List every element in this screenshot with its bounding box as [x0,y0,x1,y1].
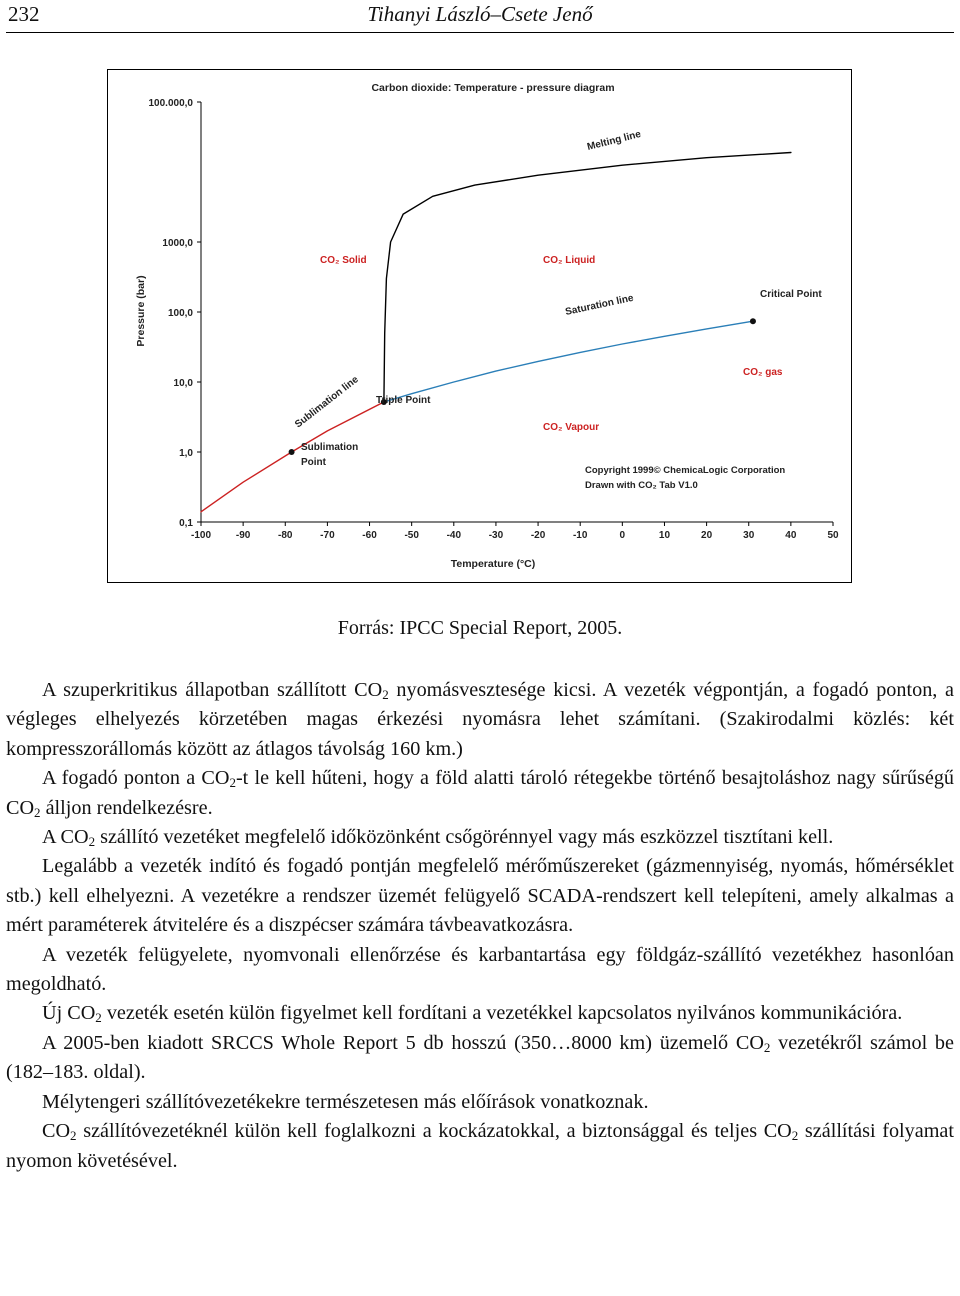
paragraph-3: A $CO_2$ szállító vezetéket megfelelő időközönként csőgörénnyel vagy más eszközzel tisztítani kell. [42,826,834,850]
copyright-line-1: Copyright 1999© ChemicaLogic Corporation [585,465,786,476]
x-tick-label: -20 [530,530,546,541]
copyright-line-2: Drawn with CO₂ Tab V1.0 [585,480,698,491]
x-tick-label: -30 [488,530,504,541]
paragraph-6: Új $CO_2$ vezeték esetén külön figyelmet kell fordítani a vezetékkel kapcsolatos nyilvános kommunikációra. [42,1002,903,1026]
phase-diagram-svg [108,70,851,582]
paragraph-4: Legalább a vezeték indító és fogadó pontján megfelelő mérőműszereket (gázmennyiség, nyomás, hőmérséklet stb.) kell elhelyezni. A vezetékre a rendszer üzemét felügyelő SCADA-rendszert kell telepíteni, amely alkalmas a mért paraméterek átvitelére és a diszpécser számára távbeavatkozásra. [6,855,954,937]
paragraph-7: A 2005-ben kiadott SRCCS Whole Report 5 db hosszú (350…8000 km) üzemelő $CO_2$ vezetékről számol be (182–183. oldal). [6,1031,954,1084]
sublimation-point-marker [289,449,295,455]
saturation-line-label: Saturation line [564,292,635,318]
chart-title: Carbon dioxide: Temperature - pressure diagram [371,82,615,94]
y-tick-label: 1000,0 [162,238,193,249]
x-tick-label: 20 [701,530,713,541]
y-axis-label: Pressure (bar) [135,275,147,347]
x-tick-label: 10 [658,530,671,541]
vapour-region-label: CO₂ Vapour [543,422,600,433]
x-axis-label: Temperature (°C) [450,558,536,570]
triple-point-label: Triple Point [376,395,431,406]
running-header [6,0,954,34]
y-tick-label: 100.000,0 [148,98,193,109]
sublimation-line-curve [201,402,384,512]
melting-line-label: Melting line [586,128,643,153]
sublimation-line-label: Sublimation line [293,374,361,431]
paragraph-1: A szuperkritikus állapotban szállított $CO_2$ nyomásvesztesége kicsi. A vezeték végpontján, a fogadó ponton, a végleges elhelyezés körzetében magas érkezési nyomásra lehet számítani. (Szakirodalmi közlés: két kompresszorállomás között az átlagos távolság 160 km.) [6,679,954,760]
figure-caption: Forrás: IPCC Special Report, 2005. [337,617,623,639]
paragraph-9: $CO_2$ szállítóvezetéknél külön kell foglalkozni a kockázatokkal, a biztonsággal és teljes $CO_2$ szállítási folyamat nyomon követésével. [6,1120,954,1172]
x-tick-label: 40 [785,530,797,541]
x-tick-label: -100 [190,530,212,541]
paragraph-5: A vezeték felügyelete, nyomvonali ellenőrzése és karbantartása egy földgáz-szállító vezetékhez hasonlóan megoldható. [6,943,954,996]
critical-point-marker [750,318,756,324]
paragraph-8: Mélytengeri szállítóvezetékekre természetesen más előírások vonatkoznak. [42,1090,649,1113]
x-tick-label: -60 [362,530,377,541]
page-number: 232 [8,2,40,26]
x-tick-label: -40 [446,530,462,541]
running-title: Tihanyi László–Csete Jenő [367,2,593,26]
x-tick-label: 30 [743,530,755,541]
x-tick-label: -10 [572,530,588,541]
y-tick-label: 100,0 [167,308,193,319]
sublimation-point-label-2: Point [301,457,326,468]
gas-region-label: CO₂ gas [743,367,783,378]
y-tick-label: 1,0 [179,448,193,459]
header-rule [6,32,954,33]
critical-point-label: Critical Point [760,289,822,300]
x-tick-label: 50 [827,530,839,541]
x-tick-label: -80 [278,530,293,541]
melting-line-curve [384,153,791,403]
saturation-line-curve [384,321,753,402]
solid-region-label: CO₂ Solid [320,255,367,266]
sublimation-point-label: Sublimation [301,442,359,453]
y-tick-label: 10,0 [173,378,193,389]
x-tick-label: -50 [404,530,419,541]
y-tick-label: 0,1 [179,518,193,529]
x-tick-label: -90 [235,530,251,541]
paragraph-2: A fogadó ponton a $CO_2-t$ le kell hűteni, hogy a föld alatti tároló rétegekbe történő besajtoláshoz nagy sűrűségű $CO_2$ álljon rendelkezésre. [6,767,955,820]
liquid-region-label: CO₂ Liquid [543,255,596,266]
x-tick-label: -70 [320,530,335,541]
x-tick-label: 0 [619,530,626,541]
co2-phase-diagram [107,69,852,583]
body-text [6,676,954,1176]
